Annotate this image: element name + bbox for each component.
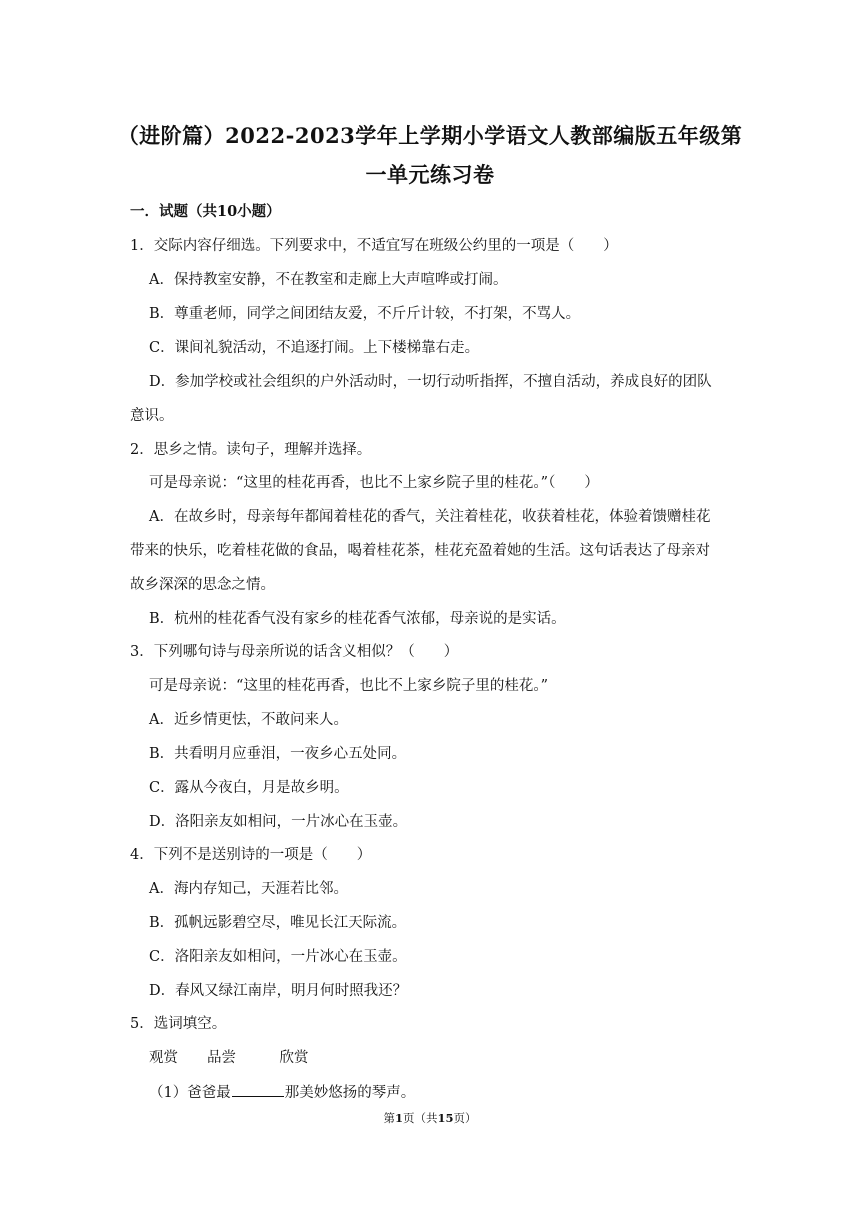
question-4-option-c: C．洛阳亲友如相问，一片冰心在玉壶。 [149, 949, 407, 965]
document-title-line-1: （进阶篇）2022-2023学年上学期小学语文人教部编版五年级第 [117, 123, 743, 148]
question-2-option-a-continued-2: 故乡深深的思念之情。 [130, 577, 275, 593]
question-5-item-1-prefix: （1）爸爸最 [149, 1085, 231, 1101]
document-title-line-2: 一单元练习卷 [365, 162, 495, 187]
footer-middle: 页（共 [403, 1111, 438, 1125]
fill-in-blank[interactable] [232, 1082, 284, 1097]
question-3-stem: 3．下列哪句诗与母亲所说的话含义相似？（ ） [130, 644, 459, 660]
question-1-stem: 1．交际内容仔细选。下列要求中，不适宜写在班级公约里的一项是（ ） [130, 238, 618, 254]
question-5-item-1-suffix: 那美妙悠扬的琴声。 [284, 1085, 416, 1101]
question-2-option-a: A．在故乡时，母亲每年都闻着桂花的香气，关注着桂花，收获着桂花，体验着馈赠桂花 [149, 509, 711, 525]
footer-prefix: 第 [383, 1111, 395, 1125]
question-5-item-1 [149, 1082, 415, 1103]
question-1-option-b: B．尊重老师，同学之间团结友爱，不斤斤计较，不打架，不骂人。 [149, 306, 581, 322]
question-4-stem: 4．下列不是送别诗的一项是（ ） [130, 847, 372, 863]
question-3-option-b: B．共看明月应垂泪，一夜乡心五处同。 [149, 746, 407, 762]
question-2-option-b: B．杭州的桂花香气没有家乡的桂花香气浓郁，母亲说的是实话。 [149, 611, 566, 627]
question-2-stem: 2．思乡之情。读句子，理解并选择。 [130, 442, 372, 458]
footer-suffix: 页） [453, 1111, 477, 1125]
question-3-option-d: D．洛阳亲友如相问，一片冰心在玉壶。 [149, 814, 408, 830]
question-2-option-a-continued-1: 带来的快乐，吃着桂花做的食品，喝着桂花茶，桂花充盈着她的生活。这句话表达了母亲对 [130, 543, 710, 559]
question-2-quote: 可是母亲说：“这里的桂花再香，也比不上家乡院子里的桂花。”（ ） [149, 475, 599, 491]
question-4-option-a: A．海内存知己，天涯若比邻。 [149, 881, 348, 897]
question-1-option-d: D．参加学校或社会组织的户外活动时，一切行动听指挥，不擅自活动，养成良好的团队 [149, 374, 712, 390]
question-4-option-b: B．孤帆远影碧空尽，唯见长江天际流。 [149, 915, 407, 931]
question-3-option-c: C．露从今夜白，月是故乡明。 [149, 780, 349, 796]
question-4-option-d: D．春风又绿江南岸，明月何时照我还？ [149, 983, 408, 999]
question-5-stem: 5．选词填空。 [130, 1016, 227, 1032]
page-footer [0, 1110, 860, 1126]
question-3-option-a: A．近乡情更怯，不敢问来人。 [149, 712, 348, 728]
footer-total-pages: 15 [437, 1111, 454, 1125]
question-1-option-c: C．课间礼貌活动，不追逐打闹。上下楼梯靠右走。 [149, 340, 480, 356]
question-1-option-a: A．保持教室安静，不在教室和走廊上大声喧哗或打闹。 [149, 272, 508, 288]
section-heading: 一．试题（共10小题） [130, 203, 281, 220]
question-3-quote: 可是母亲说：“这里的桂花再香，也比不上家乡院子里的桂花。” [149, 678, 549, 694]
question-1-option-d-continued: 意识。 [130, 408, 174, 424]
question-5-word-bank: 观赏 品尝 欣赏 [149, 1050, 309, 1066]
footer-page-number: 1 [394, 1111, 403, 1125]
